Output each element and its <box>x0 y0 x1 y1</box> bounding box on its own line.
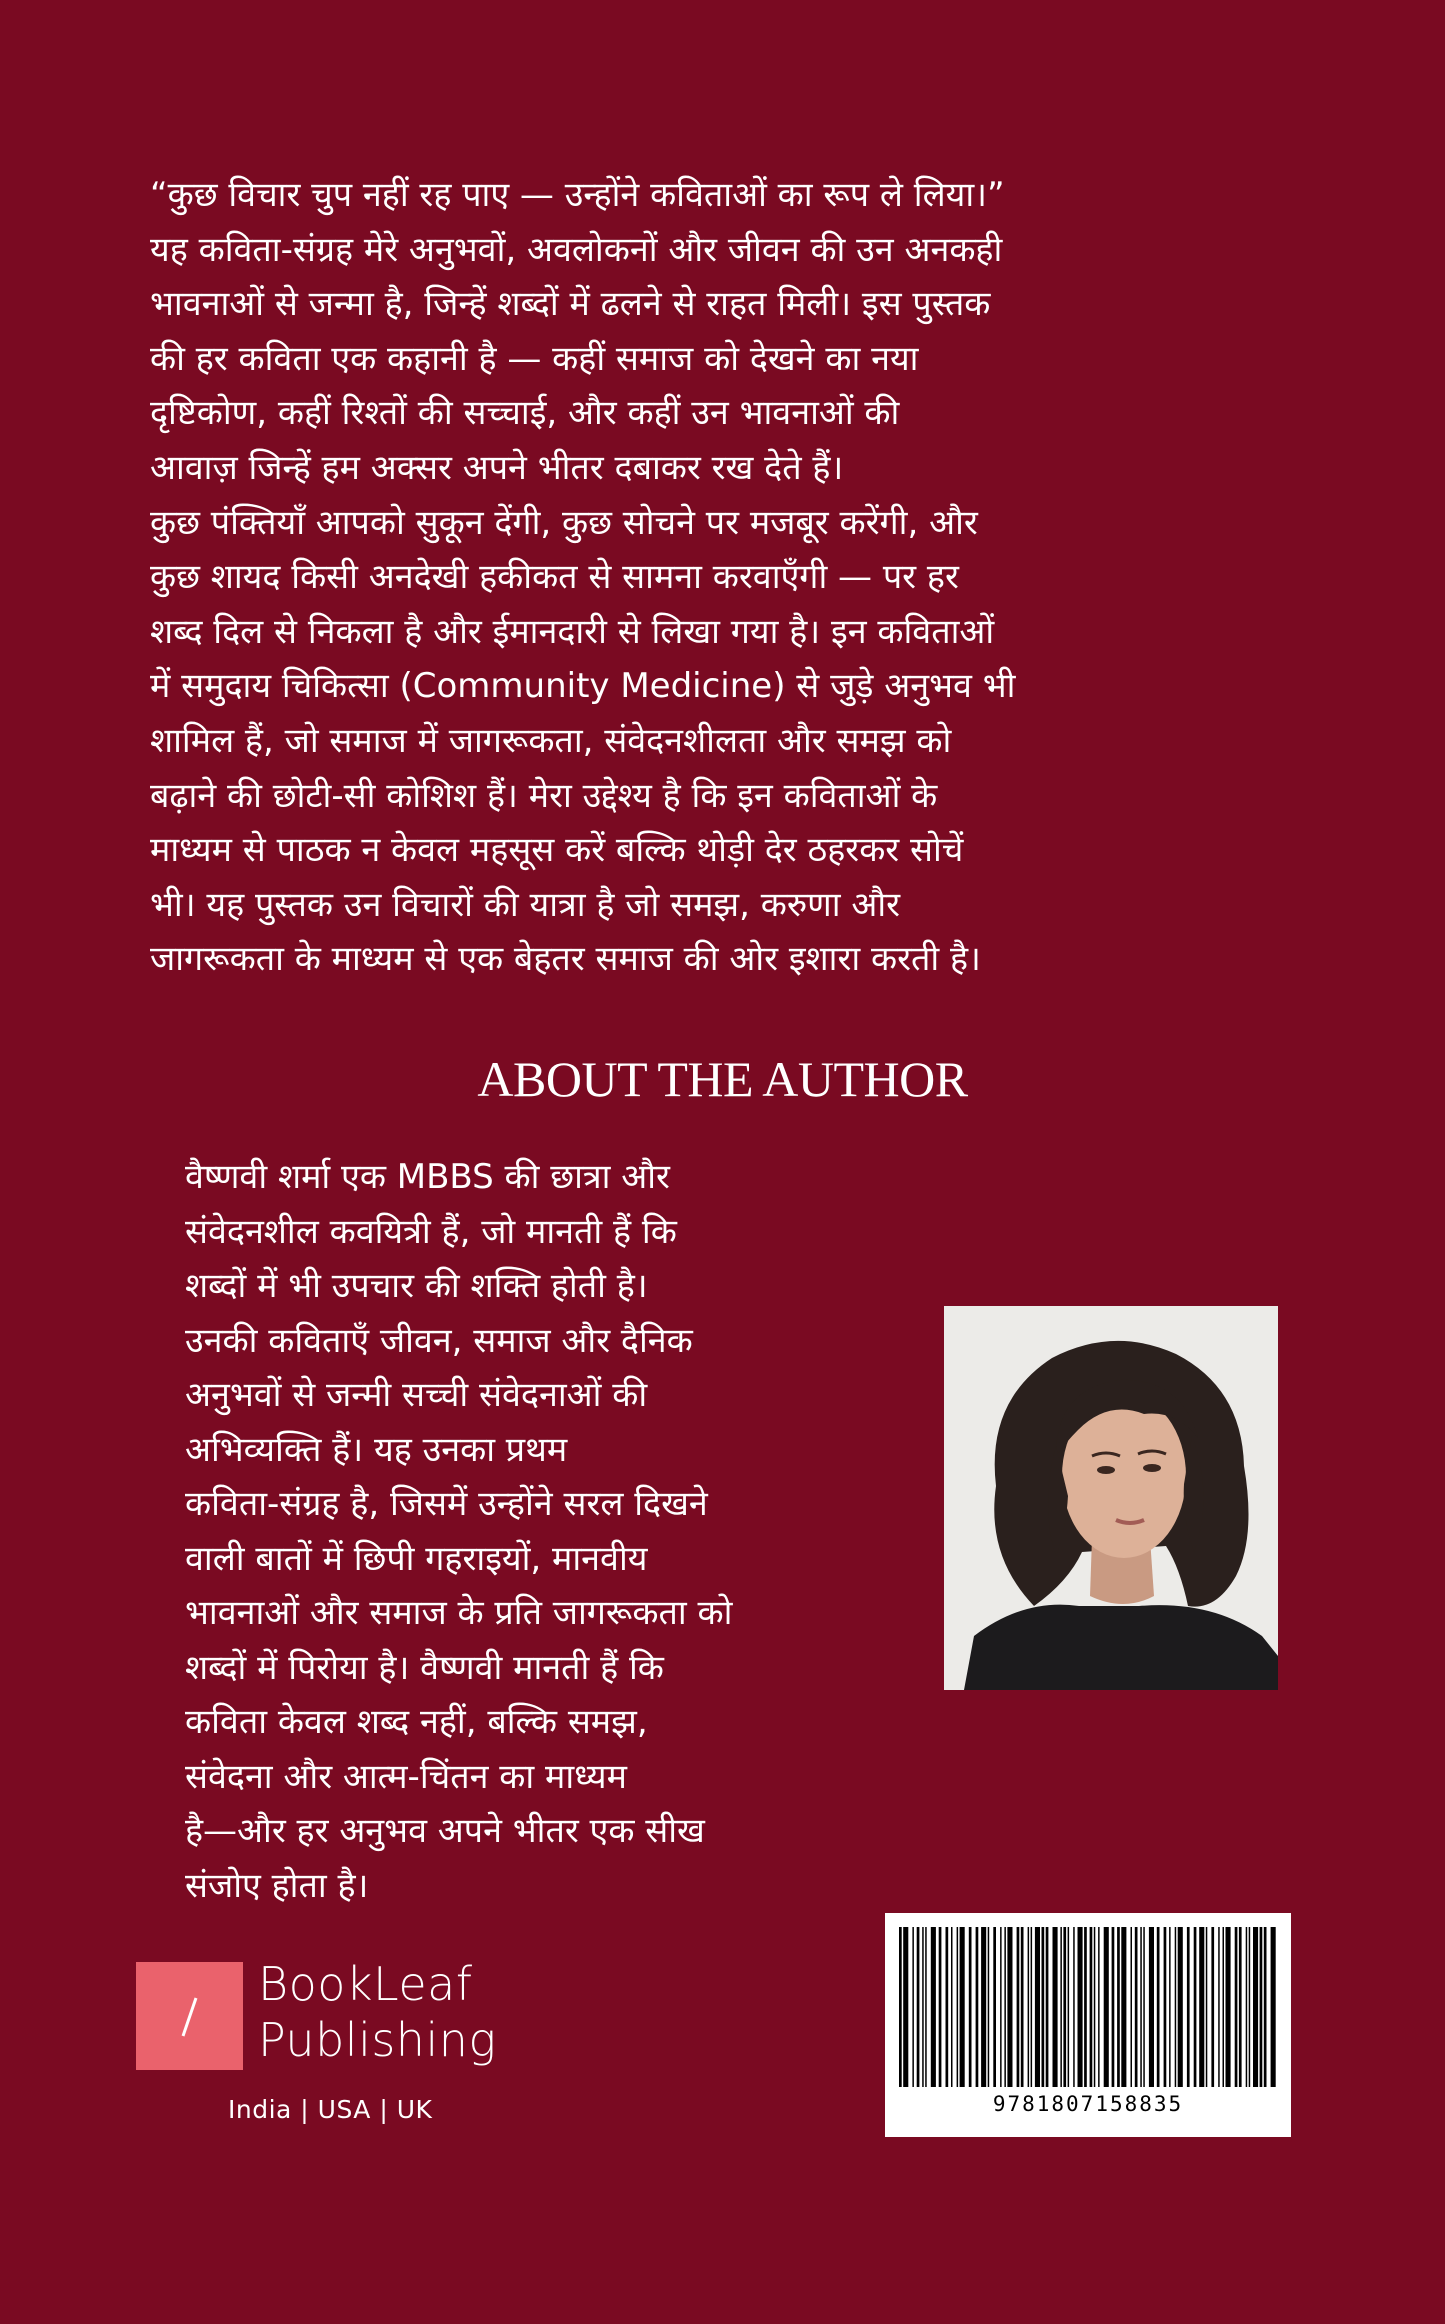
blurb-line: “कुछ विचार चुप नहीं रह पाए — उन्होंने कविताओं का रूप ले लिया।” <box>150 175 1005 215</box>
blurb-line: यह कविता-संग्रह मेरे अनुभवों, अवलोकनों और जीवन की उन अनकही <box>150 229 1003 270</box>
barcode-bar <box>1143 1927 1145 2087</box>
barcode-bar <box>1235 1927 1238 2087</box>
bio-line: अभिव्यक्ति हैं। यह उनका प्रथम <box>185 1429 568 1470</box>
barcode-bar <box>1007 1927 1012 2087</box>
barcode-bar <box>946 1927 949 2087</box>
bio-line: शब्दों में पिरोया है। वैष्णवी मानती हैं कि <box>185 1647 664 1688</box>
barcode-bar <box>1226 1927 1231 2087</box>
barcode-bar <box>1112 1927 1115 2087</box>
barcode-bar <box>1084 1927 1087 2087</box>
isbn-number: 9781807158835 <box>992 2092 1184 2116</box>
barcode-bar <box>1104 1927 1109 2087</box>
bio-line: उनकी कविताएँ जीवन, समाज और दैनिक <box>185 1320 693 1361</box>
barcode-bar <box>1078 1927 1083 2087</box>
barcode-bar <box>1068 1927 1070 2087</box>
barcode-bar <box>931 1927 936 2087</box>
barcode-bar <box>925 1927 927 2087</box>
blurb-line: आवाज़ जिन्हें हम अक्सर अपने भीतर दबाकर रख देते हैं। <box>150 447 844 488</box>
barcode-bar <box>1194 1927 1197 2087</box>
barcode-bar <box>922 1927 924 2087</box>
publisher-name-line-1: BookLeaf <box>258 1957 473 2011</box>
barcode-bar <box>1149 1927 1154 2087</box>
barcode-bar <box>1239 1927 1242 2087</box>
bio-line: संवेदना और आत्म-चिंतन का माध्यम <box>185 1756 627 1797</box>
back-cover-blurb <box>150 168 1230 987</box>
barcode-bar <box>1031 1927 1033 2087</box>
author-portrait-illustration <box>944 1306 1278 1690</box>
bio-line: शब्दों में भी उपचार की शक्ति होती है। <box>185 1266 648 1306</box>
blurb-line: कुछ पंक्तियाँ आपको सुकून देंगी, कुछ सोचने पर मजबूर करेंगी, और <box>150 502 978 543</box>
barcode-bar <box>1199 1927 1204 2087</box>
publisher-name-line-2: Publishing <box>258 2013 497 2067</box>
barcode-bar <box>1264 1927 1267 2087</box>
slash-icon <box>136 1962 243 2070</box>
barcode-bar <box>1218 1927 1220 2087</box>
barcode-bar <box>1063 1927 1066 2087</box>
barcode-bar <box>1017 1927 1020 2087</box>
barcode-bar <box>1175 1927 1177 2087</box>
blurb-line: बढ़ाने की छोटी-सी कोशिश हैं। मेरा उद्देश्य है कि इन कविताओं के <box>150 775 938 816</box>
barcode-bar <box>1140 1927 1142 2087</box>
barcode-bar <box>969 1927 972 2087</box>
barcode-bar <box>1042 1927 1045 2087</box>
blurb-line: शब्द दिल से निकला है और ईमानदारी से लिखा गया है। इन कविताओं <box>150 611 995 652</box>
barcode-bar <box>1117 1927 1120 2087</box>
barcode-bar <box>1053 1927 1058 2087</box>
barcode-bar <box>976 1927 979 2087</box>
blurb-line: भी। यह पुस्तक उन विचारों की यात्रा है जो समझ, करुणा और <box>150 884 901 925</box>
barcode-bar <box>1249 1927 1251 2087</box>
bio-line: अनुभवों से जन्मी सच्ची संवेदनाओं की <box>185 1375 648 1415</box>
barcode-bar <box>1164 1927 1167 2087</box>
barcode-bar <box>993 1927 996 2087</box>
blurb-line: माध्यम से पाठक न केवल महसूस करें बल्कि थोड़ी देर ठहरकर सोचें <box>150 830 964 871</box>
barcode-bar <box>1206 1927 1208 2087</box>
author-photo <box>944 1306 1278 1690</box>
barcode-bar <box>1187 1927 1190 2087</box>
bio-line: है—और हर अनुभव अपने भीतर एक सीख <box>185 1811 705 1851</box>
isbn-barcode <box>885 1913 1291 2137</box>
barcode-bar <box>1098 1927 1100 2087</box>
barcode-bar <box>1046 1927 1049 2087</box>
publisher-name <box>258 1956 497 2068</box>
barcode-bar <box>1178 1927 1183 2087</box>
bio-line: संवेदनशील कवयित्री हैं, जो मानती हैं कि <box>185 1211 677 1252</box>
barcode-bar <box>1035 1927 1040 2087</box>
barcode-bar <box>1121 1927 1126 2087</box>
barcode-bar <box>912 1927 914 2087</box>
barcode-bar <box>903 1927 908 2087</box>
bio-line: कविता केवल शब्द नहीं, बल्कि समझ, <box>185 1702 648 1742</box>
blurb-line: कुछ शायद किसी अनदेखी हकीकत से सामना करवाएँगी — पर हर <box>150 557 959 598</box>
barcode-bar <box>1000 1927 1002 2087</box>
barcode-bar <box>899 1927 902 2087</box>
bio-line: संजोए होता है। <box>185 1865 369 1906</box>
bookleaf-logo <box>136 1962 243 2070</box>
blurb-line: भावनाओं से जन्मा है, जिन्हें शब्दों में ढलने से राहत मिली। इस पुस्तक <box>150 284 991 325</box>
barcode-bar <box>1246 1927 1248 2087</box>
author-bio <box>185 1150 905 1913</box>
barcode-bar <box>1260 1927 1263 2087</box>
barcode-bar <box>1090 1927 1093 2087</box>
barcode-bar <box>951 1927 953 2087</box>
barcode-bar <box>1094 1927 1096 2087</box>
barcode-bar <box>1271 1927 1276 2087</box>
barcode-bar <box>939 1927 942 2087</box>
barcode-bar <box>1060 1927 1062 2087</box>
barcode-bar <box>960 1927 965 2087</box>
barcode-bar <box>1004 1927 1006 2087</box>
blurb-line: जागरूकता के माध्यम से एक बेहतर समाज की ओर इशारा करती है। <box>150 939 981 980</box>
barcode-bar <box>988 1927 990 2087</box>
barcode-bar <box>1169 1927 1171 2087</box>
about-author-heading: ABOUT THE AUTHOR <box>477 1051 968 1107</box>
bio-line: वैष्णवी शर्मा एक MBBS की छात्रा और <box>185 1157 670 1197</box>
barcode-bar <box>1223 1927 1225 2087</box>
barcode-bar <box>917 1927 920 2087</box>
barcode-bar <box>1157 1927 1160 2087</box>
publisher-regions: India | USA | UK <box>228 2095 433 2124</box>
blurb-line: की हर कविता एक कहानी है — कहीं समाज को देखने का नया <box>150 338 919 379</box>
barcode-bar <box>1135 1927 1138 2087</box>
barcode-bar <box>981 1927 986 2087</box>
barcode-bar <box>1131 1927 1133 2087</box>
bio-line: कविता-संग्रह है, जिसमें उन्होंने सरल दिखने <box>185 1484 708 1524</box>
barcode-bar <box>1028 1927 1030 2087</box>
bio-line: वाली बातों में छिपी गहराइयों, मानवीय <box>185 1538 648 1579</box>
barcode-bar <box>1073 1927 1075 2087</box>
barcode-bar <box>1253 1927 1258 2087</box>
barcode-bar <box>957 1927 959 2087</box>
barcode-bar <box>1211 1927 1214 2087</box>
bio-line: भावनाओं और समाज के प्रति जागरूकता को <box>185 1593 733 1633</box>
blurb-line: दृष्टिकोण, कहीं रिश्तों की सच्चाई, और कहीं उन भावनाओं की <box>150 393 900 434</box>
barcode-bar <box>1021 1927 1024 2087</box>
blurb-line: शामिल हैं, जो समाज में जागरूकता, संवेदनशीलता और समझ को <box>150 720 952 761</box>
blurb-line: में समुदाय चिकित्सा (Community Medicine) से जुड़े अनुभव भी <box>150 666 1016 707</box>
